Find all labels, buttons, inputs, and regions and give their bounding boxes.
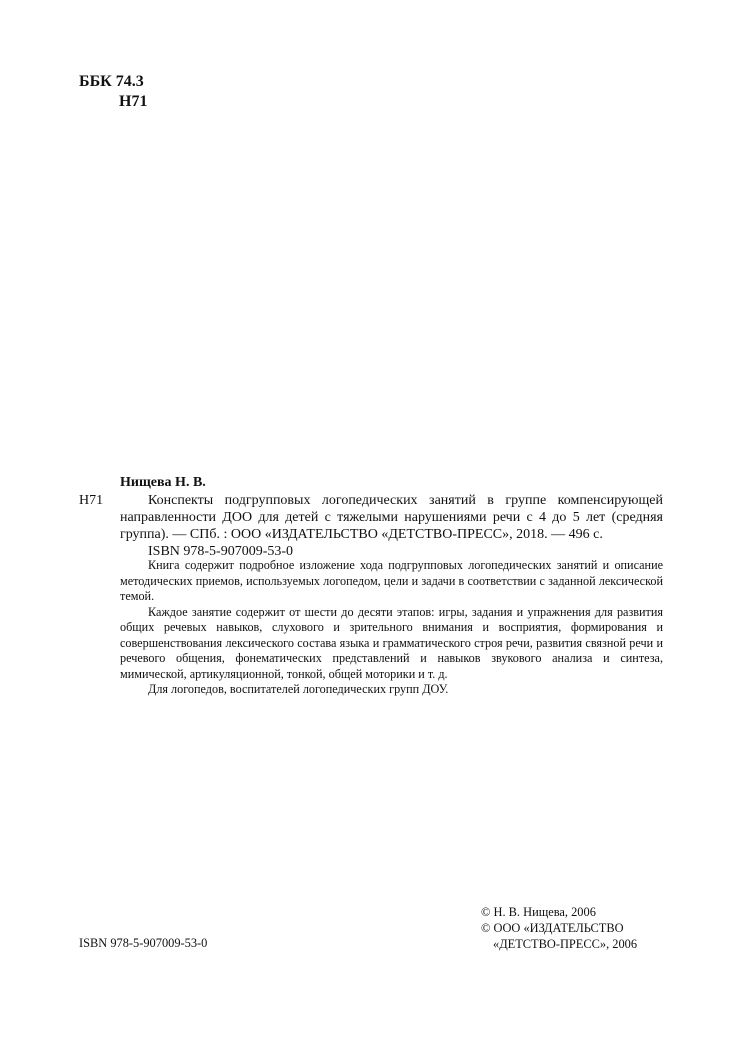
author-name: Нищева Н. В. xyxy=(120,475,206,490)
copyright-publisher: © ООО «ИЗДАТЕЛЬСТВО xyxy=(481,921,624,935)
annotation-paragraph: Книга содержит подробное изложение хода подгрупповых логопедических занятий и описание методических приемов, используемых логопедом, цели и задачи в соответствии с заданной лексической темой. xyxy=(120,558,663,603)
bbk-classification xyxy=(79,72,147,112)
entry-isbn: ISBN 978-5-907009-53-0 xyxy=(148,544,294,559)
copyright-publisher-cont: «ДЕТСТВО-ПРЕСС», 2006 xyxy=(493,937,638,951)
title-statement: Конспекты подгрупповых логопедических занятий в группе компенсирующей направленности ДОО для детей с тяжелыми нарушениями речи с 4 до 5 лет (средняя группа). — СПб. : ООО «ИЗДАТЕЛЬСТВО «ДЕТСТВО-ПРЕСС», 2018. — 496 с. xyxy=(120,493,663,542)
bibliographic-description xyxy=(120,492,663,560)
annotation-paragraph: Для логопедов, воспитателей логопедических групп ДОУ. xyxy=(148,682,449,696)
annotation-paragraph: Каждое занятие содержит от шести до десяти этапов: игры, задания и упражнения для развития общих речевых навыков, слухового и зрительного внимания и восприятия, формирования и совершенствования лексического состава языка и грамматического строя речи, развития связной речи и речевого общения, фонематических представлений и навыков звукового анализа и синтеза, мимической, артикуляционной, тонкой, общей моторики и т. д. xyxy=(120,604,663,681)
copyright-author: © Н. В. Нищева, 2006 xyxy=(481,905,596,919)
bbk-code: ББК 74.3 xyxy=(79,73,144,90)
copyright-block xyxy=(481,904,637,952)
footer-isbn: ISBN 978-5-907009-53-0 xyxy=(79,936,208,950)
author-sign-code: Н71 xyxy=(119,93,148,110)
author-sign-margin: Н71 xyxy=(79,493,104,508)
annotation xyxy=(120,558,663,698)
